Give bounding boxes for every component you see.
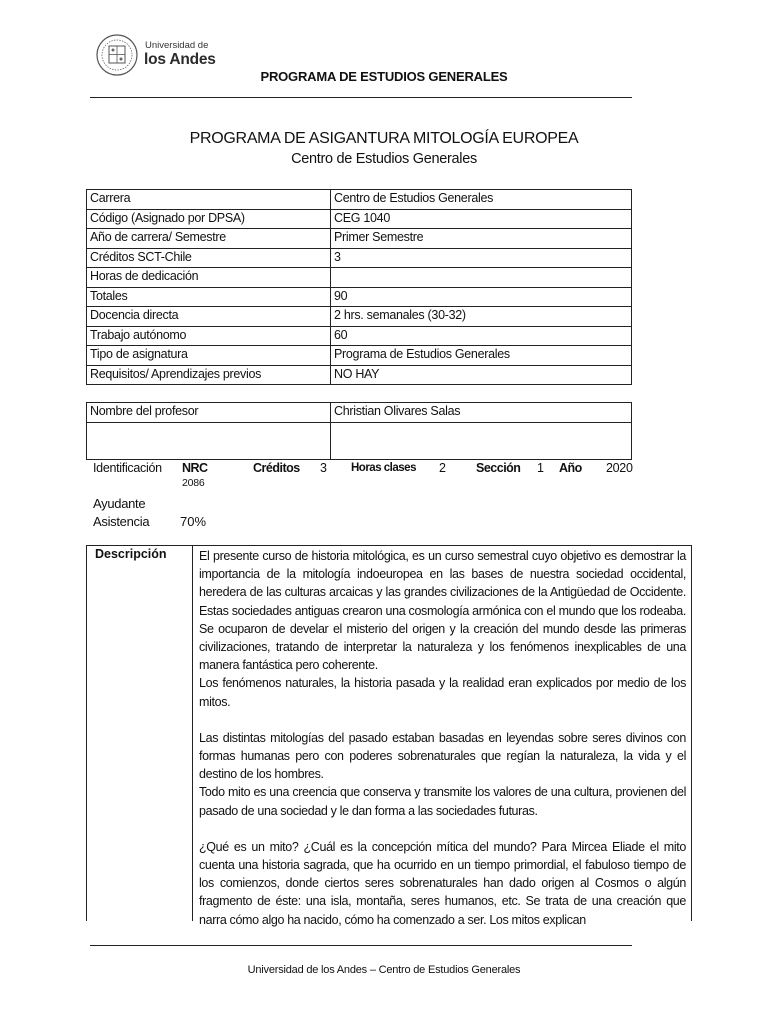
row-value: Programa de Estudios Generales xyxy=(331,346,632,366)
header-divider xyxy=(90,97,632,98)
nrc-label: NRC xyxy=(182,461,208,475)
professor-table xyxy=(86,402,632,460)
horas-clases-label: Horas clases xyxy=(351,462,416,474)
seccion-label: Sección xyxy=(476,461,521,475)
anio-value: 2020 xyxy=(606,461,633,475)
document-title: PROGRAMA DE ASIGANTURA MITOLOGÍA EUROPEA xyxy=(189,130,579,147)
table-row xyxy=(87,248,632,268)
program-header-title: PROGRAMA DE ESTUDIOS GENERALES xyxy=(260,69,508,84)
row-label: Carrera xyxy=(87,190,331,210)
description-paragraph: Todo mito es una creencia que conserva y transmite los valores de una cultura, provienen del pasado de una sociedad y le dan forma a las sociedades futuras. xyxy=(199,785,686,818)
row-value: NO HAY xyxy=(331,365,632,385)
row-value: CEG 1040 xyxy=(331,209,632,229)
empty-cell xyxy=(331,422,632,459)
row-label: Totales xyxy=(87,287,331,307)
seccion-value: 1 xyxy=(537,461,544,475)
asistencia-value: 70% xyxy=(180,514,207,529)
row-value: Primer Semestre xyxy=(331,229,632,249)
table-row xyxy=(87,403,632,423)
description-paragraph: Las distintas mitologías del pasado estaban basadas en leyendas sobre seres divinos con formas humanas pero con poderes sobrenaturales que regían la naturaleza, la vida y el destino de los hombres. xyxy=(199,730,686,782)
professor-label: Nombre del profesor xyxy=(87,403,331,423)
table-row xyxy=(87,346,632,366)
page-footer: Universidad de los Andes – Centro de Estudios Generales xyxy=(247,964,521,976)
logo-text-small: Universidad de xyxy=(145,40,209,51)
logo-text-big: los Andes xyxy=(144,51,216,68)
row-label: Docencia directa xyxy=(87,307,331,327)
nrc-value: 2086 xyxy=(182,477,205,489)
row-label: Trabajo autónomo xyxy=(87,326,331,346)
row-value: 90 xyxy=(331,287,632,307)
table-row xyxy=(87,190,632,210)
table-row xyxy=(87,307,632,327)
table-row xyxy=(87,422,632,459)
description-text xyxy=(199,547,686,929)
empty-cell xyxy=(87,422,331,459)
row-label: Requisitos/ Aprendizajes previos xyxy=(87,365,331,385)
professor-name: Christian Olivares Salas xyxy=(331,403,632,423)
row-label: Tipo de asignatura xyxy=(87,346,331,366)
row-value: 2 hrs. semanales (30-32) xyxy=(331,307,632,327)
ayudante-label: Ayudante xyxy=(93,496,146,511)
row-label: Créditos SCT-Chile xyxy=(87,248,331,268)
table-row xyxy=(87,229,632,249)
anio-label: Año xyxy=(559,461,582,475)
description-paragraph: Los fenómenos naturales, la historia pasada y la realidad eran explicados por medio de los mitos. xyxy=(199,676,686,709)
row-label: Horas de dedicación xyxy=(87,268,331,288)
description-divider xyxy=(192,545,193,921)
asistencia-label: Asistencia xyxy=(93,514,150,529)
row-value xyxy=(331,268,632,288)
row-value: 3 xyxy=(331,248,632,268)
creditos-value: 3 xyxy=(320,461,327,475)
course-info-table xyxy=(86,189,632,385)
row-value: Centro de Estudios Generales xyxy=(331,190,632,210)
table-row xyxy=(87,287,632,307)
identification-label: Identificación xyxy=(93,461,162,475)
row-label: Código (Asignado por DPSA) xyxy=(87,209,331,229)
description-paragraph: ¿Qué es un mito? ¿Cuál es la concepción mítica del mundo? Para Mircea Eliade el mito cuenta una historia sagrada, que ha ocurrido en un tiempo primordial, el fabuloso tiempo de los comienzos, donde ciertos seres sobrenaturales han dado origen al Cosmos o algún fragmento de éste: una isla, montaña, seres humanos, etc. Se trata de una creación que narra cómo algo ha nacido, cómo ha comenzado a ser. Los mitos explican xyxy=(199,839,686,927)
table-row xyxy=(87,209,632,229)
row-label: Año de carrera/ Semestre xyxy=(87,229,331,249)
horas-clases-value: 2 xyxy=(439,461,446,475)
table-row xyxy=(87,365,632,385)
creditos-label: Créditos xyxy=(253,461,300,475)
table-row xyxy=(87,268,632,288)
row-value: 60 xyxy=(331,326,632,346)
document-subtitle: Centro de Estudios Generales xyxy=(291,151,477,167)
description-label: Descripción xyxy=(95,547,167,561)
footer-divider xyxy=(90,945,632,946)
description-paragraph: El presente curso de historia mitológica, es un curso semestral cuyo objetivo es demostrar la importancia de la mitología indoeuropea en las bases de nuestra sociedad occidental, heredera de las culturas arcaicas y las grandes civilizaciones de la Antigüedad de Occidente. Estas sociedades antiguas crearon una cosmología armónica con el mundo que los rodeaba. Se ocuparon de develar el misterio del origen y la creación del mundo desde las primeras civilizaciones, tratando de interpretar la naturaleza y los fenómenos inexplicables de una manera fantástica pero coherente. xyxy=(199,549,686,673)
table-row xyxy=(87,326,632,346)
